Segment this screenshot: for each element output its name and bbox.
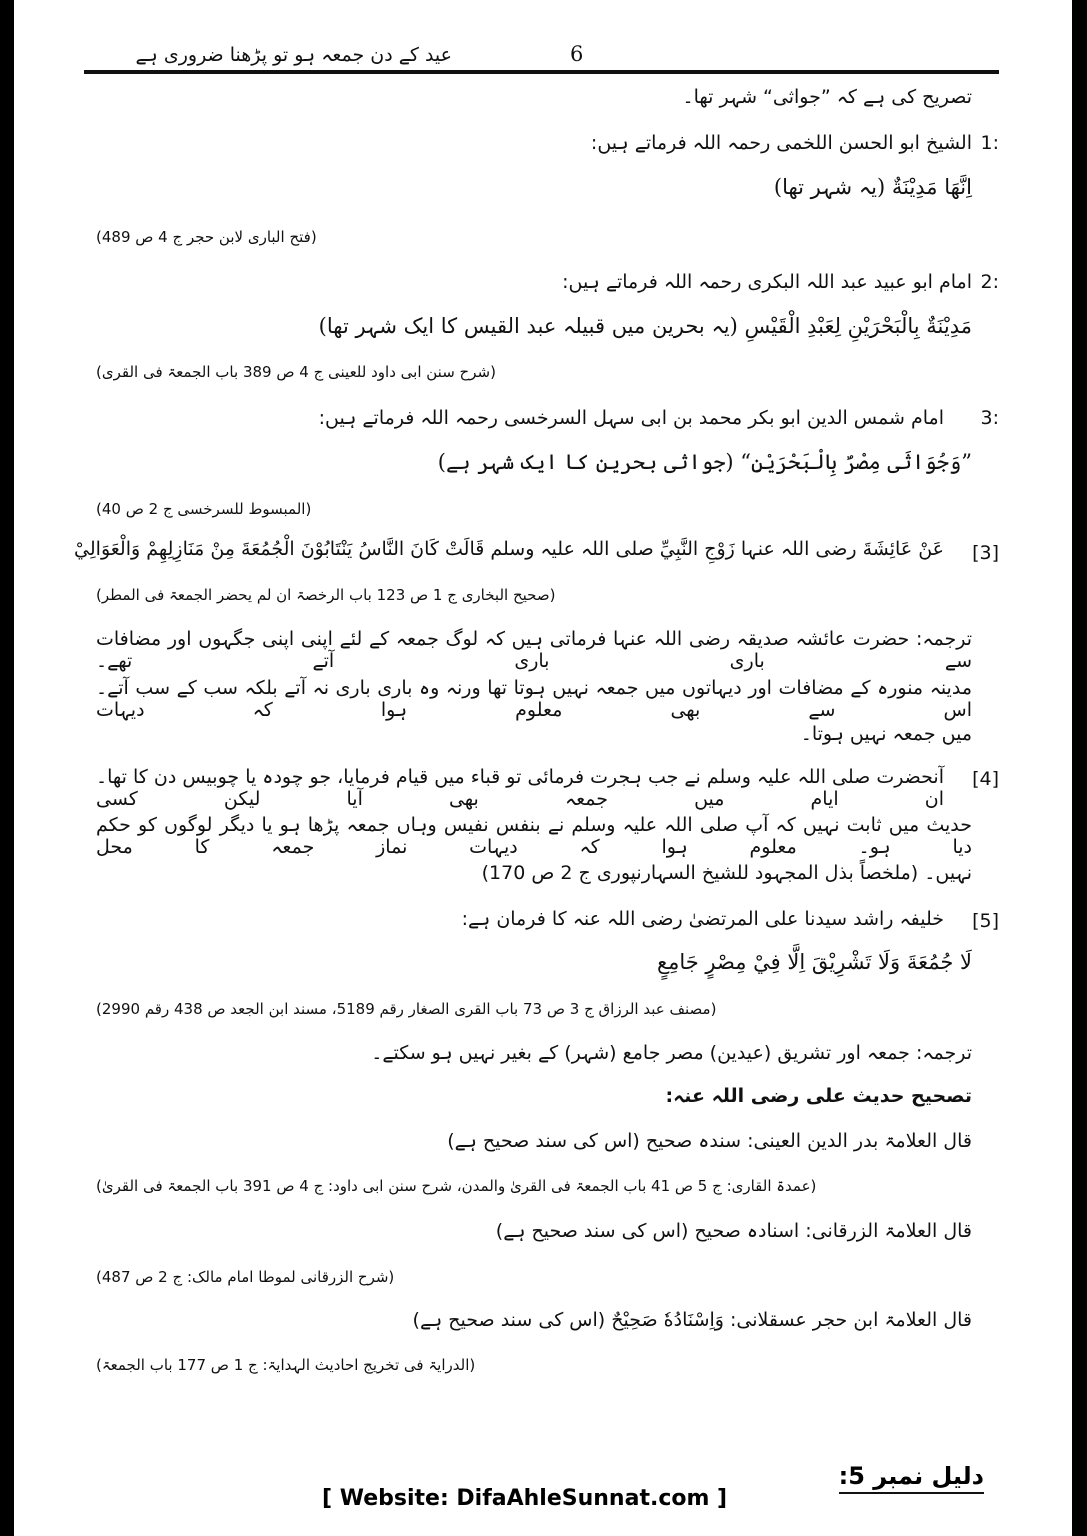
website-footer: [ Website: DifaAhleSunnat.com ] — [322, 1486, 728, 1511]
translation-3-line-1: ترجمہ: حضرت عائشہ صدیقہ رضی اللہ عنہا فرماتی ہیں کہ لوگ جمعہ کے لئے اپنی اپنی جگہوں اور مضافات سے باری باری آتے تھے۔ — [96, 628, 972, 672]
item-4-line-3: نہیں۔ (ملخصاً بذل المجہود للشیخ السہارنپوری ج 2 ص 170) — [481, 862, 972, 884]
reference-8: (الدرایۃ فی تخریج احادیث الہدایۃ: ج 1 ص 177 باب الجمعۃ) — [96, 1356, 476, 1374]
reference-6: (عمدۃ القاری: ج 5 ص 41 باب الجمعۃ فی القریٰ والمدن، شرح سنن ابی داود: ج 4 ص 391 باب الجمعۃ فی القریٰ) — [96, 1177, 817, 1195]
reference-5: (مصنف عبد الرزاق ج 3 ص 73 باب القری الصغار رقم 5189، مسند ابن الجعد ص 438 رقم 2990) — [96, 1000, 717, 1018]
item-3-heading: امام شمس الدین ابو بکر محمد بن ابی سہل السرخسی رحمہ اللہ فرماتے ہیں: — [318, 407, 944, 429]
item-4-number: [4] — [972, 768, 999, 790]
grading-ibn-hajar: قال العلامۃ ابن حجر عسقلانی: وَاِسْنَادُهٗ صَحِيْحٌ (اس کی سند صحیح ہے) — [412, 1309, 972, 1331]
item-1-heading: الشیخ ابو الحسن اللخمی رحمہ اللہ فرماتے ہیں: — [590, 132, 972, 154]
page-number: 6 — [570, 42, 584, 66]
item-3-quote: ”وَجُوَاثَى مِصْرٌ بِالْبَحْرَيْنِ“ (جواثی بحرین کا ایک شہر ہے) — [437, 450, 972, 474]
item-5-number: [5] — [972, 910, 999, 932]
reference-7: (شرح الزرقانی لموطا امام مالک: ج 2 ص 487) — [96, 1268, 395, 1286]
reference-1: (فتح الباری لابن حجر ج 4 ص 489) — [96, 228, 317, 246]
hadith-3-number: [3] — [972, 542, 999, 564]
item-5-quote: لَا جُمُعَةَ وَلَا تَشْرِيْقَ اِلَّا فِيْ مِصْرٍ جَامِعٍ — [656, 950, 972, 974]
item-2-quote: مَدِيْنَةٌ بِالْبَحْرَيْنِ لِعَبْدِ الْقَيْسِ (یہ بحرین میں قبیلہ عبد القیس کا ایک شہر تھا) — [318, 314, 972, 338]
grading-zurqani: قال العلامۃ الزرقانی: اسنادہ صحیح (اس کی سند صحیح ہے) — [495, 1220, 972, 1242]
line-intro: تصریح کی ہے کہ ”جواثی“ شہر تھا۔ — [682, 86, 972, 108]
reference-2: (شرح سنن ابی داود للعینی ج 4 ص 389 باب الجمعۃ فی القری) — [96, 363, 496, 381]
header-rule — [84, 70, 999, 74]
translation-3-line-3: میں جمعہ نہیں ہوتا۔ — [800, 723, 972, 745]
item-4-line-1: آنحضرت صلی اللہ علیہ وسلم نے جب ہجرت فرمائی تو قباء میں قیام فرمایا، جو چودہ یا چوبیس دن کا تھا۔ ان ایام میں جمعہ بھی آیا لیکن کسی — [96, 766, 944, 810]
translation-5: ترجمہ: جمعہ اور تشریق (عیدین) مصر جامع (شہر) کے بغیر نہیں ہو سکتے۔ — [371, 1042, 972, 1064]
running-header: عید کے دن جمعہ ہو تو پڑھنا ضروری ہے — [135, 44, 452, 66]
document-page — [14, 0, 1072, 1536]
item-2-heading: امام ابو عبید عبد اللہ البکری رحمہ اللہ فرماتے ہیں: — [562, 271, 972, 293]
item-3-number: 3: — [980, 407, 999, 429]
hadith-3-text: عَنْ عَائِشَةَ رضی اللہ عنہا زَوْجِ النَّبِيِّ صلی اللہ علیہ وسلم قَالَتْ كَانَ النَّاسُ يَنْتَابُوْنَ الْجُمُعَةَ مِنْ مَنَازِلِهِمْ وَالْعَوَالِيْ — [74, 538, 944, 560]
item-4-line-2: حدیث میں ثابت نہیں کہ آپ صلی اللہ علیہ وسلم نے بنفس نفیس وہاں جمعہ پڑھا ہو یا دیگر لوگوں کو حکم دیا ہو۔ معلوم ہوا کہ دیہات نماز جمعہ کا محل — [96, 814, 972, 858]
reference-4: (صحیح البخاری ج 1 ص 123 باب الرخصۃ ان لم یحضر الجمعۃ فی المطر) — [96, 586, 556, 604]
item-1-number: 1: — [980, 132, 999, 154]
grading-aini: قال العلامۃ بدر الدین العینی: سندہ صحیح (اس کی سند صحیح ہے) — [447, 1130, 972, 1152]
item-2-number: 2: — [980, 271, 999, 293]
reference-3: (المبسوط للسرخسی ج 2 ص 40) — [96, 500, 312, 518]
item-5-heading: خلیفہ راشد سیدنا علی المرتضیٰ رضی اللہ عنہ کا فرمان ہے: — [461, 908, 944, 930]
dalil-heading: دلیل نمبر 5: — [839, 1462, 984, 1494]
section-heading-tashih: تصحیح حدیث علی رضی اللہ عنہ: — [665, 1085, 972, 1107]
translation-3-line-2: مدینہ منورہ کے مضافات اور دیہاتوں میں جمعہ نہیں ہوتا تھا ورنہ وہ باری باری نہ آتے بلکہ سب کے سب آتے۔ اس سے بھی معلوم ہوا کہ دیہات — [96, 677, 972, 721]
item-1-quote: اِنَّهَا مَدِيْنَةٌ (یہ شہر تھا) — [773, 175, 972, 199]
